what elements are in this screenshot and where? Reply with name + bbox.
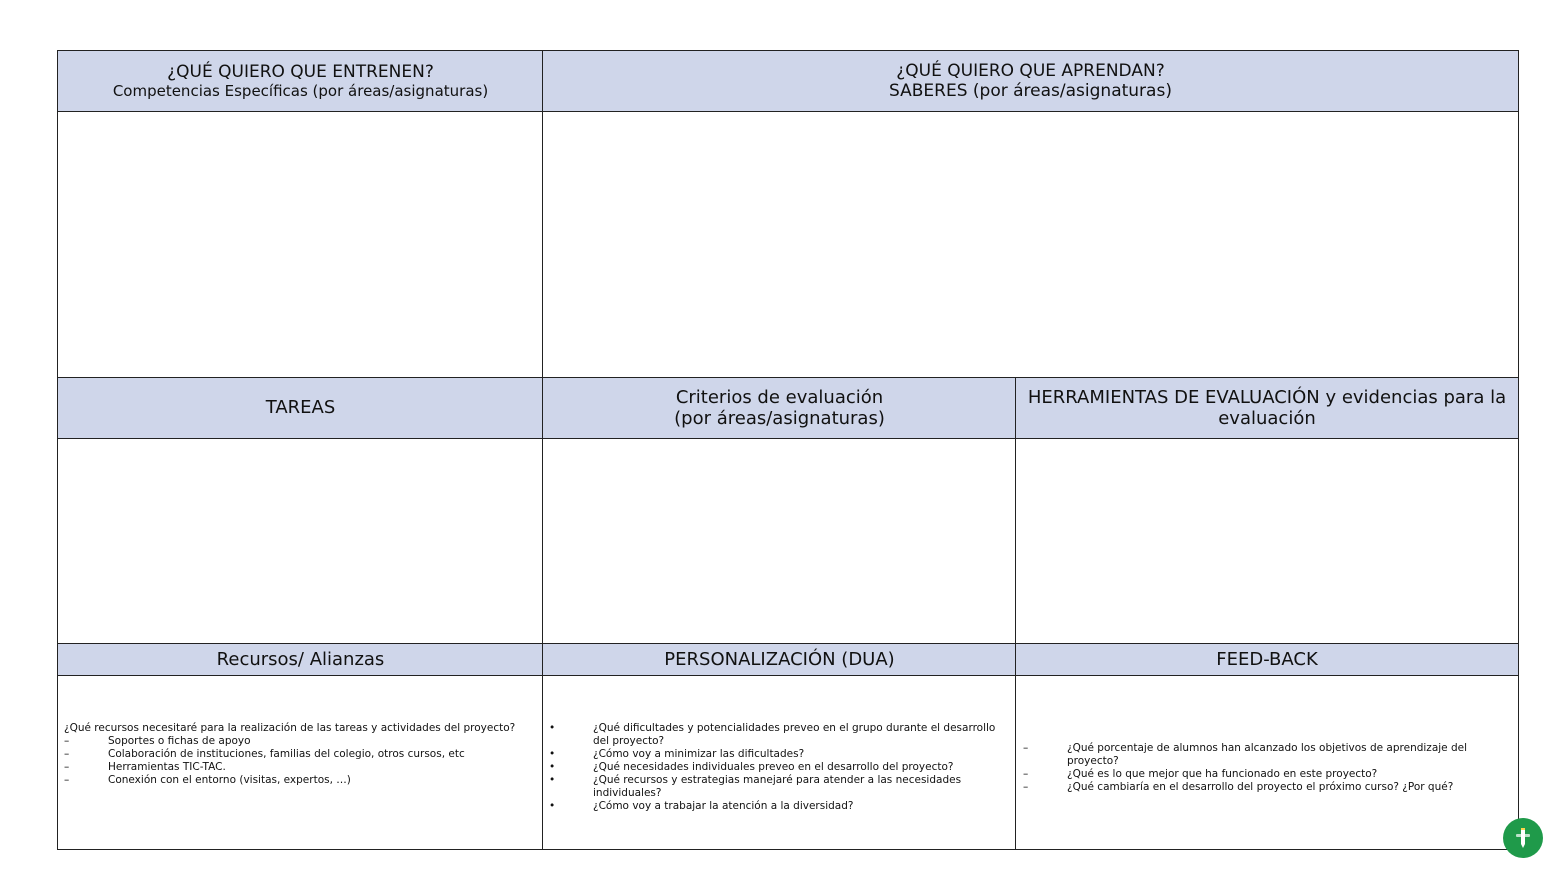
header-recursos bbox=[57, 643, 544, 677]
header-criterios-line1: Criterios de evaluación bbox=[675, 386, 884, 408]
list-item: – Conexión con el entorno (visitas, expertos, …) bbox=[64, 774, 351, 786]
header-feedback bbox=[1015, 643, 1519, 677]
header-criterios-line2: (por áreas/asignaturas) bbox=[674, 407, 885, 429]
header-recursos-title: Recursos/ Alianzas bbox=[216, 648, 385, 670]
list-item: • ¿Qué recursos y estrategias manejaré para atender a las necesidades individuales? bbox=[549, 774, 962, 799]
criterios-content-area[interactable] bbox=[542, 438, 1017, 645]
header-saberes-subtitle: SABERES (por áreas/asignaturas) bbox=[889, 80, 1172, 101]
list-item: – ¿Qué es lo que mejor que ha funcionado en este proyecto? bbox=[1023, 768, 1378, 780]
header-herramientas-line2: evaluación bbox=[1218, 407, 1316, 429]
list-item: – Herramientas TIC-TAC. bbox=[64, 761, 226, 773]
saberes-content-area[interactable] bbox=[542, 111, 1519, 379]
header-personalizacion bbox=[542, 643, 1017, 677]
header-feedback-title: FEED-BACK bbox=[1216, 648, 1318, 670]
list-item: – Soportes o fichas de apoyo bbox=[64, 735, 251, 747]
herramientas-content-area[interactable] bbox=[1015, 438, 1519, 645]
recursos-items bbox=[64, 735, 534, 787]
header-saberes bbox=[542, 50, 1519, 113]
feedback-items bbox=[1023, 742, 1493, 794]
header-criterios bbox=[542, 377, 1017, 440]
header-personalizacion-title: PERSONALIZACIÓN (DUA) bbox=[664, 648, 895, 670]
pencil-logo-icon bbox=[1503, 818, 1543, 858]
header-tareas-title: TAREAS bbox=[265, 397, 336, 419]
list-item: • ¿Qué necesidades individuales preveo en el desarrollo del proyecto? bbox=[549, 761, 954, 773]
list-item: – ¿Qué cambiaría en el desarrollo del proyecto el próximo curso? ¿Por qué? bbox=[1023, 781, 1454, 793]
personalizacion-items bbox=[549, 722, 999, 813]
header-herramientas bbox=[1015, 377, 1519, 440]
list-item: – Colaboración de instituciones, familias del colegio, otros cursos, etc bbox=[64, 748, 465, 760]
list-item: • ¿Cómo voy a minimizar las dificultades? bbox=[549, 748, 805, 760]
header-herramientas-line1: HERRAMIENTAS DE EVALUACIÓN y evidencias para la bbox=[1027, 386, 1507, 408]
header-competencias bbox=[57, 50, 544, 113]
header-tareas bbox=[57, 377, 544, 440]
recursos-intro: ¿Qué recursos necesitaré para la realización de las tareas y actividades del proyecto? bbox=[64, 722, 516, 734]
header-saberes-title: ¿QUÉ QUIERO QUE APRENDAN? bbox=[896, 60, 1165, 81]
list-item: • ¿Cómo voy a trabajar la atención a la diversidad? bbox=[549, 800, 854, 812]
feedback-list bbox=[1023, 742, 1493, 794]
tareas-content-area[interactable] bbox=[57, 438, 544, 645]
header-competencias-title: ¿QUÉ QUIERO QUE ENTRENEN? bbox=[167, 62, 434, 83]
personalizacion-list bbox=[549, 722, 999, 813]
recursos-list bbox=[64, 722, 534, 787]
list-item: – ¿Qué porcentaje de alumnos han alcanzado los objetivos de aprendizaje del proyecto? bbox=[1023, 742, 1468, 767]
list-item: • ¿Qué dificultades y potencialidades preveo en el grupo durante el desarrollo del proyecto? bbox=[549, 722, 996, 747]
competencias-content-area[interactable] bbox=[57, 111, 544, 379]
header-competencias-subtitle: Competencias Específicas (por áreas/asignaturas) bbox=[112, 81, 489, 100]
